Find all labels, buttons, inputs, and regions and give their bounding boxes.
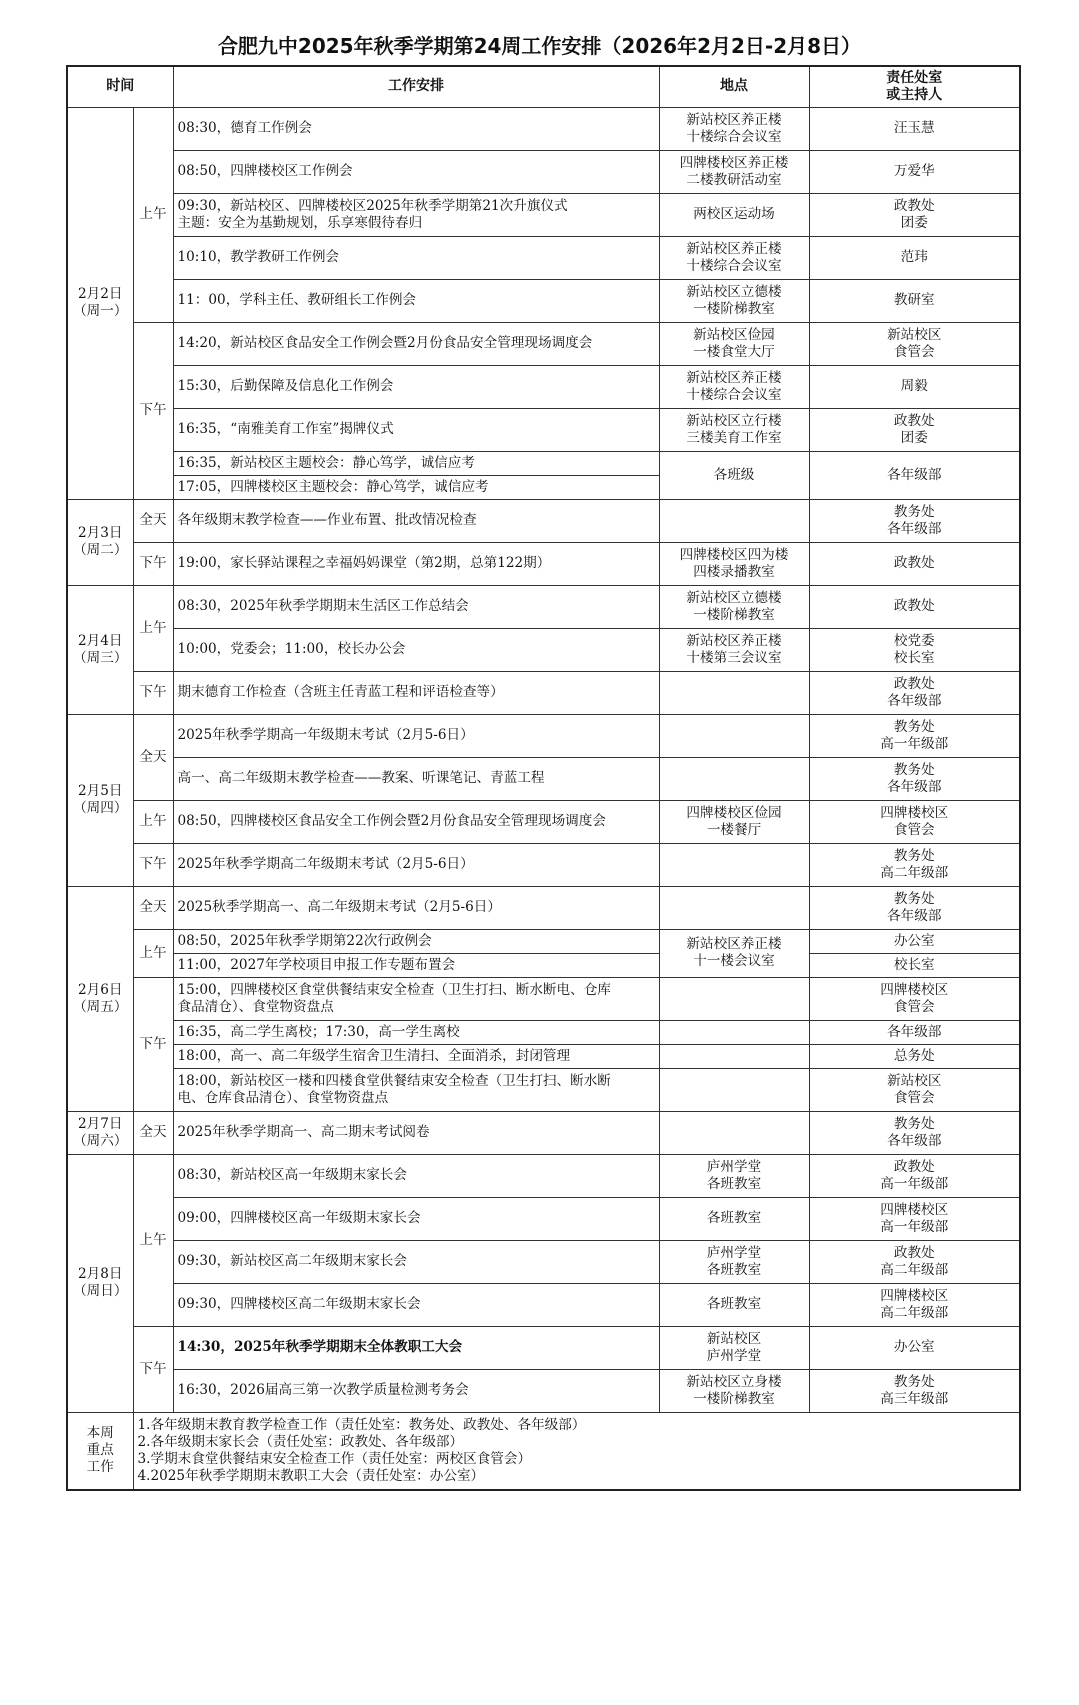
resp-cell [809, 1283, 1020, 1326]
place-cell: 两校区运动场 [659, 193, 809, 236]
place-line: 四牌楼校区四为楼 [679, 546, 789, 563]
resp-line: 校长室 [893, 649, 935, 666]
header-work: 工作安排 [173, 66, 659, 107]
item-cell: 09:30，四牌楼校区高二年级期末家长会 [173, 1283, 659, 1326]
header-time: 时间 [67, 66, 173, 107]
table-row [67, 800, 1020, 843]
place-cell [659, 886, 809, 929]
period-cell: 下午 [133, 322, 173, 499]
date-cell [67, 107, 133, 499]
resp-cell [809, 1369, 1020, 1412]
resp-line: 高一年级部 [880, 735, 949, 752]
resp-line: 教务处 [893, 1115, 935, 1132]
item-cell: 08:30，新站校区高一年级期末家长会 [173, 1154, 659, 1197]
resp-cell [809, 1154, 1020, 1197]
item-cell: 11:00，2027年学校项目申报工作专题布置会 [173, 953, 659, 977]
place-line: 二楼教研活动室 [686, 171, 782, 188]
place-cell [659, 757, 809, 800]
resp-line: 政教处 [893, 412, 935, 429]
table-row [67, 1283, 1020, 1326]
item-line: 食品清仓）、食堂物资盘点 [177, 998, 334, 1015]
resp-cell [809, 193, 1020, 236]
place-line: 一楼阶梯教室 [693, 606, 775, 623]
resp-cell [809, 671, 1020, 714]
item-cell: 09:30，新站校区高二年级期末家长会 [173, 1240, 659, 1283]
table-row [67, 929, 1020, 953]
period-cell: 上午 [133, 929, 173, 977]
item-cell: 11：00，学科主任、教研组长工作例会 [173, 279, 659, 322]
resp-cell: 教研室 [809, 279, 1020, 322]
resp-cell [809, 757, 1020, 800]
table-row [67, 408, 1020, 451]
period-cell: 上午 [133, 800, 173, 843]
item-cell [173, 1068, 659, 1111]
date-label: 2月3日 [78, 525, 123, 541]
key-focus-item: 3.学期末食堂供餐结束安全检查工作（责任处室：两校区食管会） [137, 1450, 532, 1467]
place-cell [659, 408, 809, 451]
item-cell: 10:10，教学教研工作例会 [173, 236, 659, 279]
date-label: 2月2日 [78, 286, 123, 302]
item-cell: 19:00，家长驿站课程之幸福妈妈课堂（第2期，总第122期） [173, 542, 659, 585]
date-cell [67, 1154, 133, 1412]
place-line: 一楼阶梯教室 [693, 1390, 775, 1407]
date-cell [67, 1111, 133, 1154]
resp-line: 教务处 [893, 503, 935, 520]
place-cell [659, 628, 809, 671]
item-cell: 09:00，四牌楼校区高一年级期末家长会 [173, 1197, 659, 1240]
period-cell: 上午 [133, 585, 173, 671]
item-cell: 2025秋季学期高一、高二年级期末考试（2月5-6日） [173, 886, 659, 929]
place-cell: 各班教室 [659, 1283, 809, 1326]
resp-line: 高一年级部 [880, 1218, 949, 1235]
item-cell: 14:30，2025年秋季学期期末全体教职工大会 [173, 1326, 659, 1369]
place-cell [659, 585, 809, 628]
weekday-label: （周四） [73, 800, 128, 816]
period-cell: 下午 [133, 1326, 173, 1412]
place-line: 新站校区立德楼 [686, 589, 782, 606]
item-cell: 17:05，四牌楼校区主题校会：静心笃学，诚信应考 [173, 475, 659, 499]
key-focus-item: 4.2025年秋季学期期末教职工大会（责任处室：办公室） [137, 1467, 485, 1484]
place-cell [659, 279, 809, 322]
resp-line: 高二年级部 [880, 1261, 949, 1278]
resp-line: 政教处 [893, 675, 935, 692]
resp-line: 团委 [900, 214, 928, 231]
resp-cell [809, 886, 1020, 929]
resp-cell [809, 408, 1020, 451]
resp-line: 食管会 [893, 821, 935, 838]
table-row [67, 714, 1020, 757]
table-row [67, 322, 1020, 365]
resp-line: 高二年级部 [880, 1304, 949, 1321]
resp-line: 四牌楼校区 [880, 981, 949, 998]
item-line: 15:00，四牌楼校区食堂供餐结束安全检查（卫生打扫、断水断电、仓库 [177, 981, 611, 998]
item-line: 主题：安全为基勤规划，乐享寒假待春归 [177, 214, 423, 231]
weekday-label: （周二） [73, 542, 128, 558]
place-line: 新站校区养正楼 [686, 632, 782, 649]
table-row [67, 843, 1020, 886]
place-line: 新站校区养正楼 [686, 936, 782, 952]
period-cell: 下午 [133, 671, 173, 714]
item-cell: 10:00，党委会；11:00，校长办公会 [173, 628, 659, 671]
resp-line: 教务处 [893, 761, 935, 778]
period-cell: 下午 [133, 843, 173, 886]
item-cell [173, 193, 659, 236]
resp-line: 四牌楼校区 [880, 1287, 949, 1304]
place-cell [659, 671, 809, 714]
resp-line: 教务处 [893, 890, 935, 907]
place-cell [659, 843, 809, 886]
item-cell: 16:35，“南雅美育工作室”揭牌仪式 [173, 408, 659, 451]
resp-line: 团委 [900, 429, 928, 446]
key-focus-label-line: 工作 [86, 1459, 114, 1476]
date-cell [67, 585, 133, 714]
table-row [67, 451, 1020, 475]
place-cell [659, 714, 809, 757]
schedule-table [66, 65, 1021, 1491]
item-cell: 2025年秋季学期高一年级期末考试（2月5-6日） [173, 714, 659, 757]
place-cell [659, 499, 809, 542]
item-cell: 高一、高二年级期末教学检查——教案、听课笔记、青蓝工程 [173, 757, 659, 800]
table-row [67, 585, 1020, 628]
item-cell: 18:00，高一、高二年级学生宿舍卫生清扫、全面消杀，封闭管理 [173, 1044, 659, 1068]
resp-cell: 办公室 [809, 929, 1020, 953]
weekday-label: （周日） [73, 1283, 128, 1299]
place-cell: 各班级 [659, 451, 809, 499]
place-cell [659, 107, 809, 150]
place-cell [659, 365, 809, 408]
table-row [67, 1154, 1020, 1197]
resp-line: 新站校区 [887, 1072, 942, 1089]
date-cell [67, 714, 133, 886]
resp-cell [809, 1068, 1020, 1111]
date-label: 2月5日 [78, 783, 123, 799]
resp-line: 教务处 [893, 718, 935, 735]
period-cell: 上午 [133, 107, 173, 322]
item-cell [173, 977, 659, 1020]
date-label: 2月6日 [78, 981, 123, 998]
resp-line: 各年级部 [887, 907, 942, 924]
weekday-label: （周三） [73, 649, 128, 666]
item-line: 09:30，新站校区、四牌楼校区2025年秋季学期第21次升旗仪式 [177, 197, 568, 214]
resp-line: 校党委 [893, 632, 935, 649]
period-cell: 下午 [133, 977, 173, 1111]
resp-cell [809, 1111, 1020, 1154]
place-line: 新站校区立身楼 [686, 1373, 782, 1390]
item-cell: 08:50，四牌楼校区食品安全工作例会暨2月份食品安全管理现场调度会 [173, 800, 659, 843]
table-row [67, 542, 1020, 585]
place-cell [659, 1326, 809, 1369]
resp-cell [809, 977, 1020, 1020]
header-resp-line: 责任处室 [886, 69, 943, 86]
place-line: 一楼阶梯教室 [693, 300, 775, 317]
table-row [67, 365, 1020, 408]
weekday-label: （周一） [73, 303, 128, 319]
item-cell: 08:30，2025年秋季学期期末生活区工作总结会 [173, 585, 659, 628]
resp-line: 各年级部 [887, 692, 942, 709]
resp-cell [809, 1240, 1020, 1283]
place-line: 新站校区立行楼 [686, 412, 782, 429]
header-row [67, 66, 1020, 107]
item-cell: 各年级期末教学检查——作业布置、批改情况检查 [173, 499, 659, 542]
date-cell [67, 886, 133, 1111]
place-line: 新站校区养正楼 [686, 369, 782, 386]
place-cell [659, 150, 809, 193]
item-cell: 2025年秋季学期高二年级期末考试（2月5-6日） [173, 843, 659, 886]
weekday-label: （周六） [73, 1132, 128, 1149]
place-line: 新站校区养正楼 [686, 240, 782, 257]
place-line: 庐州学堂 [706, 1244, 762, 1261]
resp-line: 政教处 [893, 1158, 935, 1175]
resp-cell [809, 628, 1020, 671]
resp-cell [809, 843, 1020, 886]
key-focus-item: 2.各年级期末家长会（责任处室：政教处、各年级部） [137, 1433, 464, 1450]
date-label: 2月4日 [78, 632, 123, 649]
header-place: 地点 [659, 66, 809, 107]
resp-line: 食管会 [893, 1089, 935, 1106]
date-label: 2月7日 [78, 1115, 123, 1132]
resp-cell: 各年级部 [809, 451, 1020, 499]
table-row [67, 977, 1020, 1020]
place-cell [659, 1044, 809, 1068]
item-line: 18:00，新站校区一楼和四楼食堂供餐结束安全检查（卫生打扫、断水断 [177, 1072, 611, 1089]
resp-line: 四牌楼校区 [880, 1201, 949, 1218]
resp-line: 新站校区 [887, 326, 942, 343]
table-row [67, 671, 1020, 714]
key-focus-label-line: 重点 [86, 1442, 114, 1459]
table-row [67, 1020, 1020, 1044]
table-row [67, 499, 1020, 542]
resp-cell: 总务处 [809, 1044, 1020, 1068]
table-row [67, 1068, 1020, 1111]
resp-line: 教务处 [893, 1373, 935, 1390]
table-row [67, 757, 1020, 800]
resp-line: 各年级部 [887, 778, 942, 795]
date-cell [67, 499, 133, 585]
resp-cell: 汪玉慧 [809, 107, 1020, 150]
table-row [67, 1326, 1020, 1369]
period-cell: 下午 [133, 542, 173, 585]
key-focus-label [67, 1412, 133, 1490]
table-row [67, 1240, 1020, 1283]
resp-line: 食管会 [893, 998, 935, 1015]
place-line: 庐州学堂 [706, 1347, 762, 1364]
place-line: 一楼食堂大厅 [693, 343, 775, 360]
table-row [67, 1111, 1020, 1154]
place-cell [659, 1020, 809, 1044]
place-cell [659, 542, 809, 585]
resp-line: 四牌楼校区 [880, 804, 949, 821]
key-focus-list [133, 1412, 1020, 1490]
item-cell: 14:20，新站校区食品安全工作例会暨2月份食品安全管理现场调度会 [173, 322, 659, 365]
resp-cell [809, 800, 1020, 843]
resp-cell [809, 322, 1020, 365]
place-cell [659, 800, 809, 843]
place-line: 十楼综合会议室 [686, 128, 782, 145]
place-cell [659, 1068, 809, 1111]
resp-line: 各年级部 [887, 520, 942, 537]
place-cell [659, 1111, 809, 1154]
place-cell [659, 1240, 809, 1283]
place-cell [659, 977, 809, 1020]
item-cell: 16:35，新站校区主题校会：静心笃学，诚信应考 [173, 451, 659, 475]
place-line: 四楼录播教室 [693, 563, 775, 580]
item-cell: 15:30，后勤保障及信息化工作例会 [173, 365, 659, 408]
resp-cell: 政教处 [809, 542, 1020, 585]
item-cell: 08:50，2025年秋季学期第22次行政例会 [173, 929, 659, 953]
resp-cell [809, 1197, 1020, 1240]
place-line: 十楼综合会议室 [686, 257, 782, 274]
table-row [67, 1369, 1020, 1412]
period-cell: 全天 [133, 886, 173, 929]
period-cell: 上午 [133, 1154, 173, 1326]
resp-line: 各年级部 [887, 1132, 942, 1149]
item-cell: 08:30，德育工作例会 [173, 107, 659, 150]
place-line: 新站校区 [706, 1330, 762, 1347]
place-line: 十楼第三会议室 [686, 649, 782, 666]
item-cell: 2025年秋季学期高一、高二期末考试阅卷 [173, 1111, 659, 1154]
place-line: 各班教室 [706, 1175, 762, 1192]
place-line: 三楼美育工作室 [686, 429, 782, 446]
weekday-label: （周五） [73, 998, 128, 1015]
place-cell [659, 1369, 809, 1412]
place-line: 一楼餐厅 [706, 821, 762, 838]
place-cell [659, 236, 809, 279]
place-line: 新站校区立德楼 [686, 283, 782, 300]
place-line: 十一楼会议室 [693, 953, 775, 969]
place-line: 四牌楼校区养正楼 [679, 154, 789, 171]
place-line: 庐州学堂 [706, 1158, 762, 1175]
resp-line: 政教处 [893, 1244, 935, 1261]
item-cell: 16:35，高二学生离校；17:30，高一学生离校 [173, 1020, 659, 1044]
key-focus-item: 1.各年级期末教育教学检查工作（责任处室：教务处、政教处、各年级部） [137, 1416, 586, 1433]
header-resp-line: 或主持人 [886, 86, 943, 103]
table-row [67, 953, 1020, 977]
resp-cell [809, 714, 1020, 757]
item-cell: 16:30，2026届高三第一次教学质量检测考务会 [173, 1369, 659, 1412]
resp-line: 教务处 [893, 847, 935, 864]
place-cell [659, 322, 809, 365]
place-line: 新站校区养正楼 [686, 111, 782, 128]
key-focus-label-line: 本周 [86, 1425, 114, 1442]
item-line: 电、仓库食品清仓）、食堂物资盘点 [177, 1089, 389, 1106]
resp-cell: 各年级部 [809, 1020, 1020, 1044]
place-line: 新站校区俭园 [693, 326, 775, 343]
item-cell: 08:50，四牌楼校区工作例会 [173, 150, 659, 193]
resp-cell [809, 499, 1020, 542]
place-cell [659, 929, 809, 977]
resp-cell: 校长室 [809, 953, 1020, 977]
resp-line: 高一年级部 [880, 1175, 949, 1192]
resp-line: 食管会 [893, 343, 935, 360]
place-line: 四牌楼校区俭园 [686, 804, 782, 821]
table-row [67, 150, 1020, 193]
table-row [67, 628, 1020, 671]
resp-line: 高二年级部 [880, 864, 949, 881]
resp-cell: 政教处 [809, 585, 1020, 628]
table-row [67, 279, 1020, 322]
resp-cell: 范玮 [809, 236, 1020, 279]
item-cell: 期末德育工作检查（含班主任青蓝工程和评语检查等） [173, 671, 659, 714]
place-line: 十楼综合会议室 [686, 386, 782, 403]
key-focus-row [67, 1412, 1020, 1490]
resp-cell: 办公室 [809, 1326, 1020, 1369]
table-row [67, 886, 1020, 929]
table-row [67, 236, 1020, 279]
resp-cell: 万爱华 [809, 150, 1020, 193]
page-title: 合肥九中2025年秋季学期第24周工作安排（2026年2月2日-2月8日） [217, 34, 862, 58]
resp-line: 高三年级部 [880, 1390, 949, 1407]
date-label: 2月8日 [78, 1266, 123, 1282]
table-row [67, 193, 1020, 236]
resp-cell: 周毅 [809, 365, 1020, 408]
header-resp [809, 66, 1020, 107]
table-row [67, 1044, 1020, 1068]
period-cell: 全天 [133, 1111, 173, 1154]
table-row [67, 1197, 1020, 1240]
table-row [67, 107, 1020, 150]
period-cell: 全天 [133, 499, 173, 542]
period-cell: 全天 [133, 714, 173, 800]
place-cell [659, 1154, 809, 1197]
resp-line: 政教处 [893, 197, 935, 214]
place-cell: 各班教室 [659, 1197, 809, 1240]
place-line: 各班教室 [706, 1261, 762, 1278]
